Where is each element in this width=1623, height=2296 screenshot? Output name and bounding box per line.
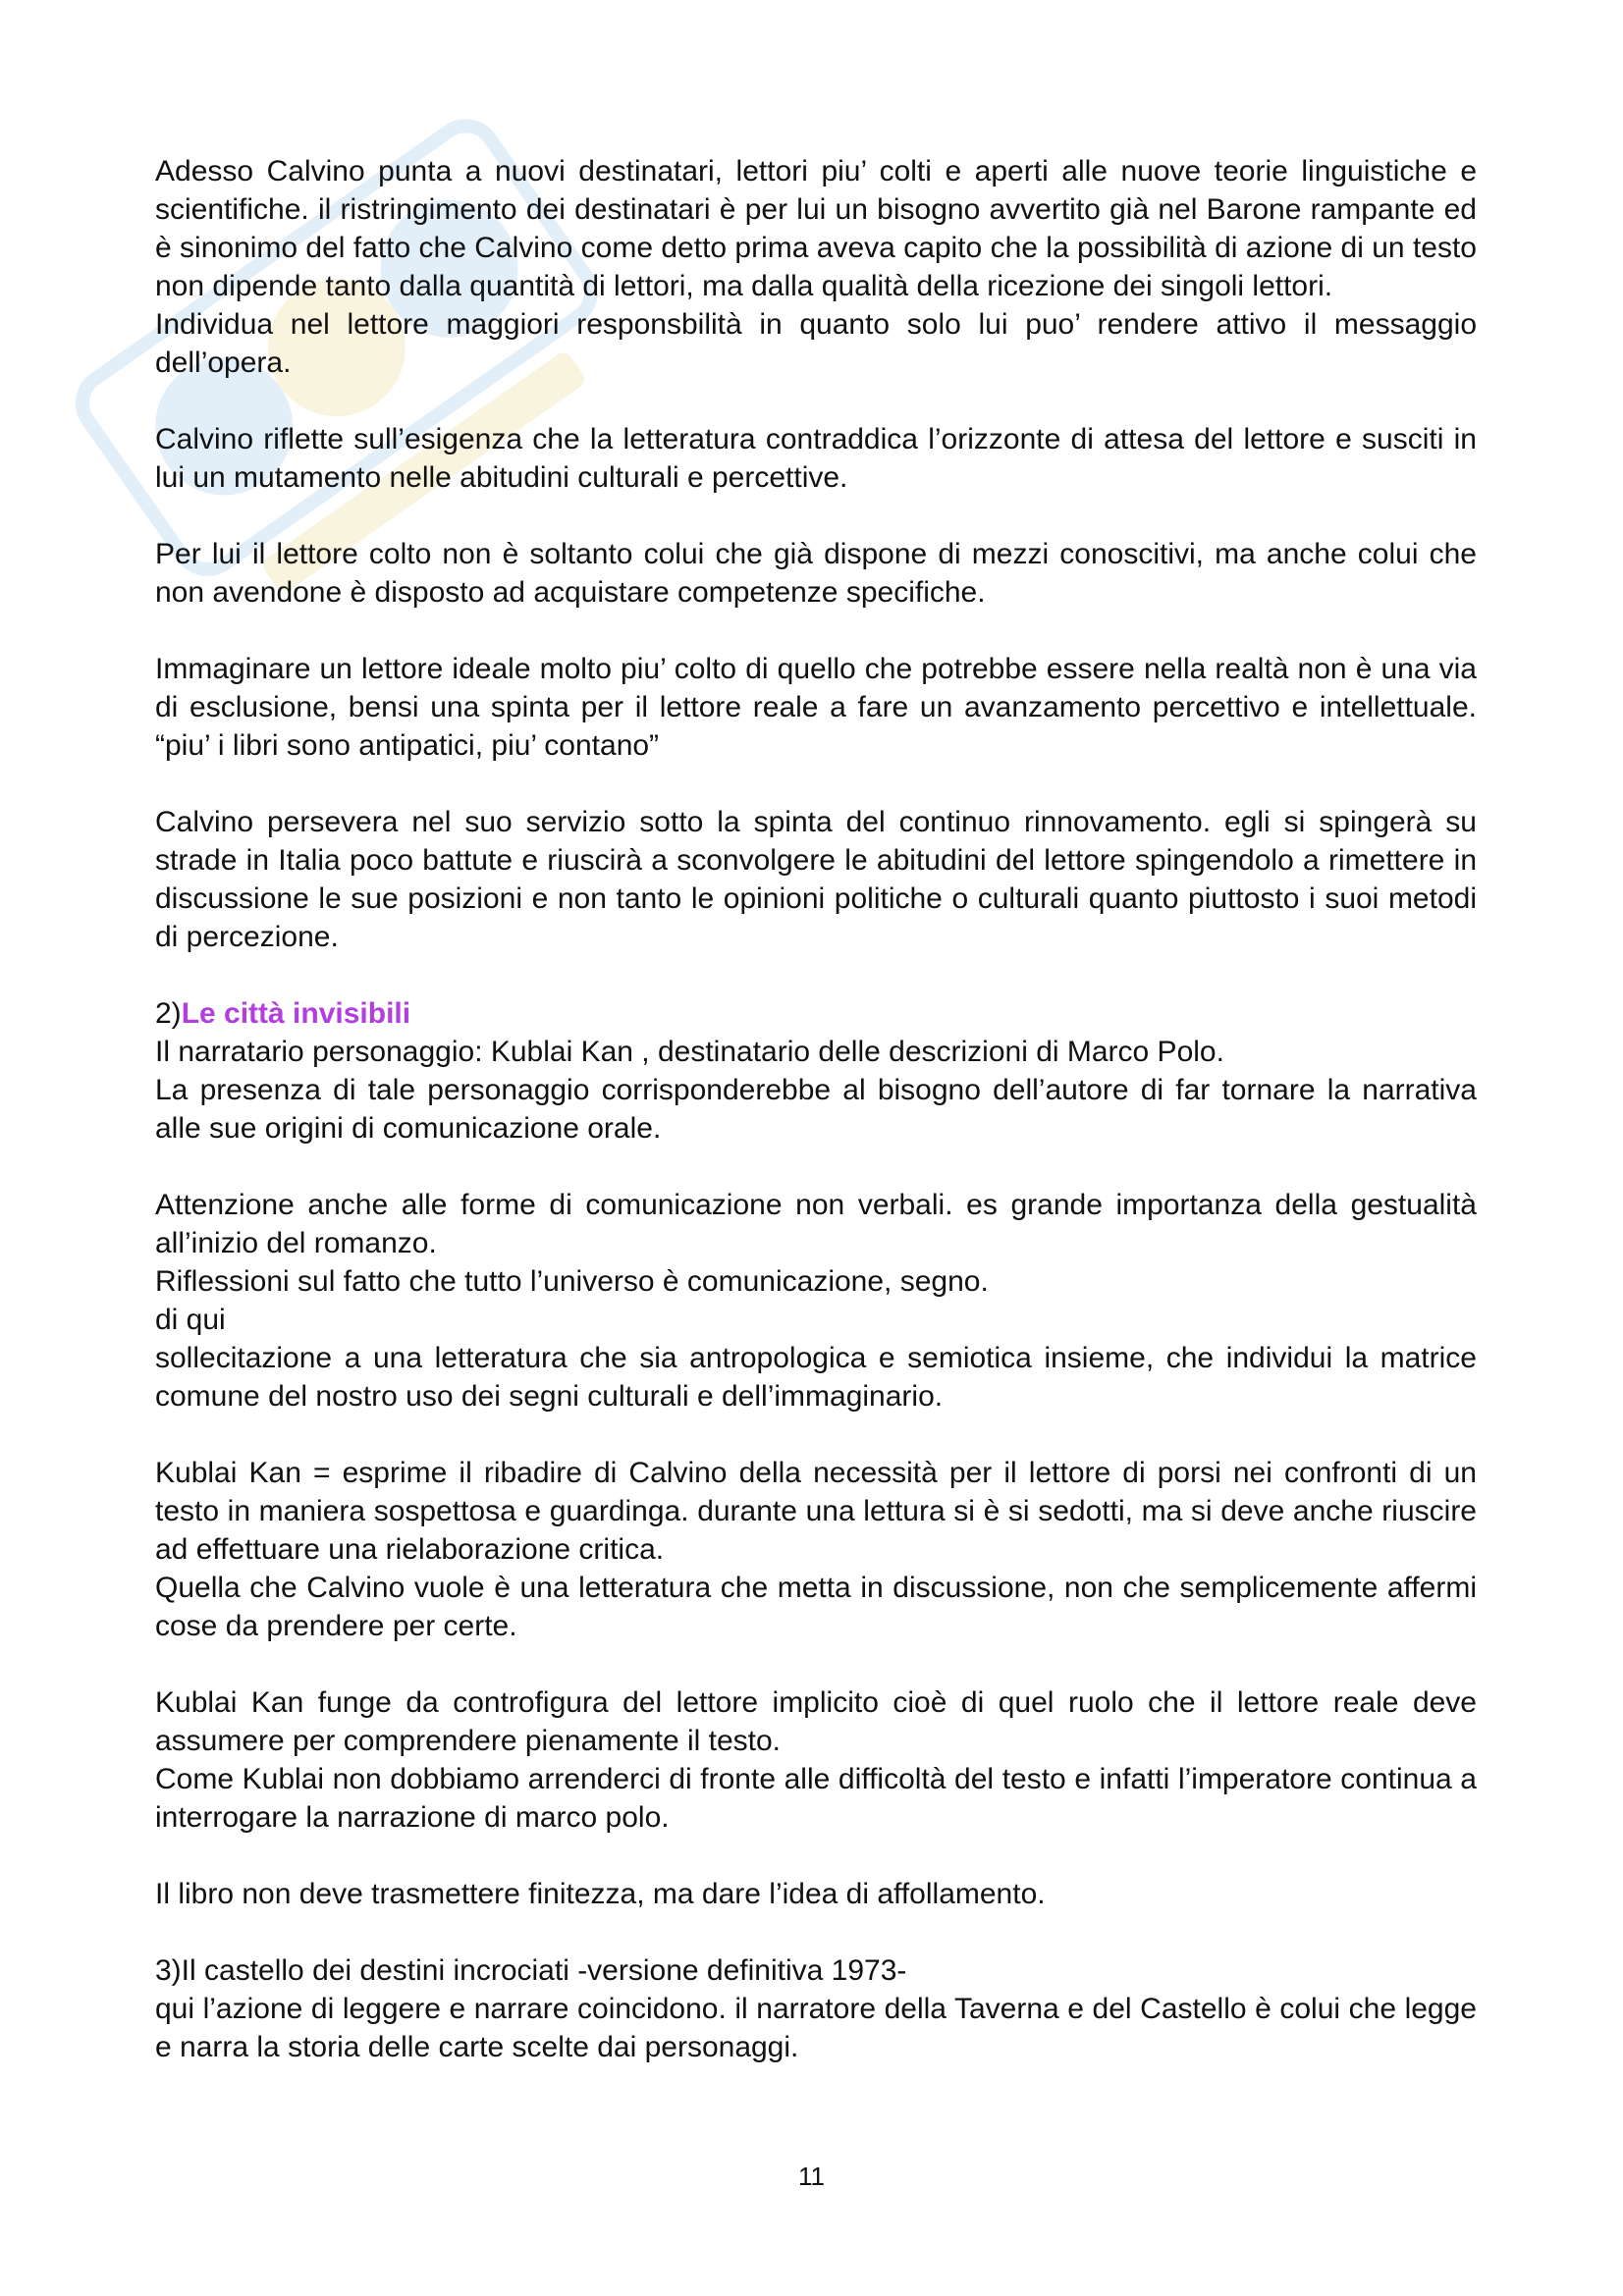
page-body [155, 152, 1477, 2105]
section-2-title: Le città invisibili [181, 997, 411, 1030]
paragraph-line: Quella che Calvino vuole è una letteratura che metta in discussione, non che semplicemente affermi cose da prendere per certe. [155, 1572, 1477, 1642]
section-2 [155, 994, 1477, 1148]
paragraph-line: Attenzione anche alle forme di comunicazione non verbali. es grande importanza della gestualità all’inizio del romanzo. [155, 1189, 1477, 1259]
paragraph-1 [155, 152, 1477, 382]
paragraph-line: Immaginare un lettore ideale molto piu’ colto di quello che potrebbe essere nella realtà non è una via di esclusione, bensi una spinta per il lettore reale a fare un avanzamento percettivo e intellettuale. “piu’ i libri sono antipatici, piu’ contano” [155, 653, 1477, 762]
paragraph-7 [155, 1454, 1477, 1645]
section-line: qui l’azione di leggere e narrare coincidono. il narratore della Taverna e del Castello è colui che legge e narra la storia delle carte scelte dai personaggi. [155, 1993, 1477, 2063]
paragraph-line: Kublai Kan = esprime il ribadire di Calvino della necessità per il lettore di porsi nei confronti di un testo in maniera sospettosa e guardinga. durante una lettura si è si sedotti, ma si deve anche riuscire ad effettuare una rielaborazione critica. [155, 1457, 1477, 1566]
paragraph-line: Adesso Calvino punta a nuovi destinatari, lettori piu’ colti e aperti alle nuove teorie linguistiche e scientifiche. il ristringimento dei destinatari è per lui un bisogno avvertito già nel Barone rampante ed è sinonimo del fatto che Calvino come detto prima aveva capito che la possibilità di azione di un testo non dipende tanto dalla quantità di lettori, ma dalla qualità della ricezione dei singoli lettori. [155, 155, 1477, 302]
paragraph-line: Kublai Kan funge da controfigura del lettore implicito cioè di quel ruolo che il lettore reale deve assumere per comprendere pienamente il testo. [155, 1686, 1477, 1757]
paragraph-4 [155, 650, 1477, 765]
paragraph-6 [155, 1186, 1477, 1415]
paragraph-line: Come Kublai non dobbiamo arrenderci di fronte alle difficoltà del testo e infatti l’imperatore continua a interrogare la narrazione di marco polo. [155, 1763, 1477, 1834]
section-3-heading: 3)Il castello dei destini incrociati -versione definitiva 1973- [155, 1954, 907, 1987]
paragraph-line: Individua nel lettore maggiori responsbilità in quanto solo lui puo’ rendere attivo il messaggio dell’opera. [155, 308, 1477, 379]
paragraph-line: Riflessioni sul fatto che tutto l’universo è comunicazione, segno. [155, 1265, 989, 1298]
page-number: 11 [798, 2162, 825, 2191]
section-3 [155, 1951, 1477, 2066]
paragraph-line: di qui [155, 1304, 226, 1336]
section-line: Il narratario personaggio: Kublai Kan , destinatario delle descrizioni di Marco Polo. [155, 1036, 1224, 1068]
paragraph-line: Il libro non deve trasmettere finitezza, ma dare l’idea di affollamento. [155, 1878, 1046, 1910]
section-line: La presenza di tale personaggio corrisponderebbe al bisogno dell’autore di far tornare la narrativa alle sue origini di comunicazione orale. [155, 1074, 1477, 1145]
paragraph-8 [155, 1683, 1477, 1837]
paragraph-3 [155, 535, 1477, 612]
paragraph-2 [155, 420, 1477, 497]
paragraph-line: Calvino persevera nel suo servizio sotto la spinta del continuo rinnovamento. egli si spingerà su strade in Italia poco battute e riuscirà a sconvolgere le abitudini del lettore spingendolo a rimettere in discussione le sue posizioni e non tanto le opinioni politiche o culturali quanto piuttosto i suoi metodi di percezione. [155, 806, 1477, 953]
paragraph-line: Calvino riflette sull’esigenza che la letteratura contraddica l’orizzonte di attesa del lettore e susciti in lui un mutamento nelle abitudini culturali e percettive. [155, 423, 1477, 494]
section-2-heading [155, 994, 1477, 1033]
paragraph-5 [155, 803, 1477, 956]
paragraph-line: Per lui il lettore colto non è soltanto colui che già dispone di mezzi conoscitivi, ma anche colui che non avendone è disposto ad acquistare competenze specifiche. [155, 538, 1477, 609]
paragraph-line: sollecitazione a una letteratura che sia antropologica e semiotica insieme, che individui la matrice comune del nostro uso dei segni culturali e dell’immaginario. [155, 1342, 1477, 1413]
paragraph-9 [155, 1875, 1477, 1913]
section-2-number: 2) [155, 997, 182, 1030]
